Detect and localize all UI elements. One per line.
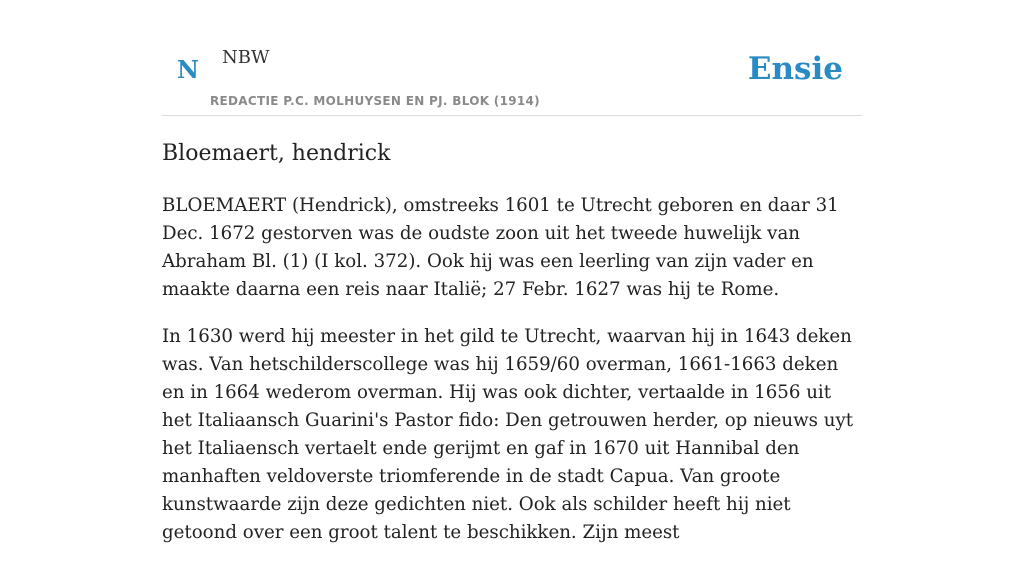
article-body (162, 192, 864, 566)
brand-logo-link[interactable]: Ensie (747, 51, 843, 87)
header (162, 0, 862, 116)
page-title: Bloemaert, hendrick (162, 141, 391, 166)
source-logo-icon[interactable]: N (177, 55, 199, 84)
source-subtitle: REDACTIE P.C. MOLHUYSEN EN PJ. BLOK (1914) (210, 94, 540, 108)
source-name[interactable]: NBW (222, 47, 270, 68)
page (162, 0, 862, 543)
article-paragraph: BLOEMAERT (Hendrick), omstreeks 1601 te Utrecht geboren en daar 31 Dec. 1672 gestorven was de oudste zoon uit het tweede huwelijk van Abraham Bl. (1) (I kol. 372). Ook hij was een leerling van zijn vader en maakte daarna een reis naar Italië; 27 Febr. 1627 was hij te Rome. (162, 195, 839, 300)
article-paragraph: In 1630 werd hij meester in het gild te Utrecht, waarvan hij in 1643 deken was. Van hetschilderscollege was hij 1659/60 overman, 1661-1663 deken en in 1664 wederom overman. Hij was ook dichter, vertaalde in 1656 uit het Italiaansch Guarini's Pastor fido: Den getrouwen herder, op nieuws uyt het Italiaensch vertaelt ende gerijmt en gaf in 1670 uit Hannibal den manhaften veldoverste triomferende in de stadt Capua. Van groote kunstwaarde zijn deze gedichten niet. Ook als schilder heeft hij niet getoond over een groot talent te beschikken. Zijn meest (162, 326, 854, 543)
